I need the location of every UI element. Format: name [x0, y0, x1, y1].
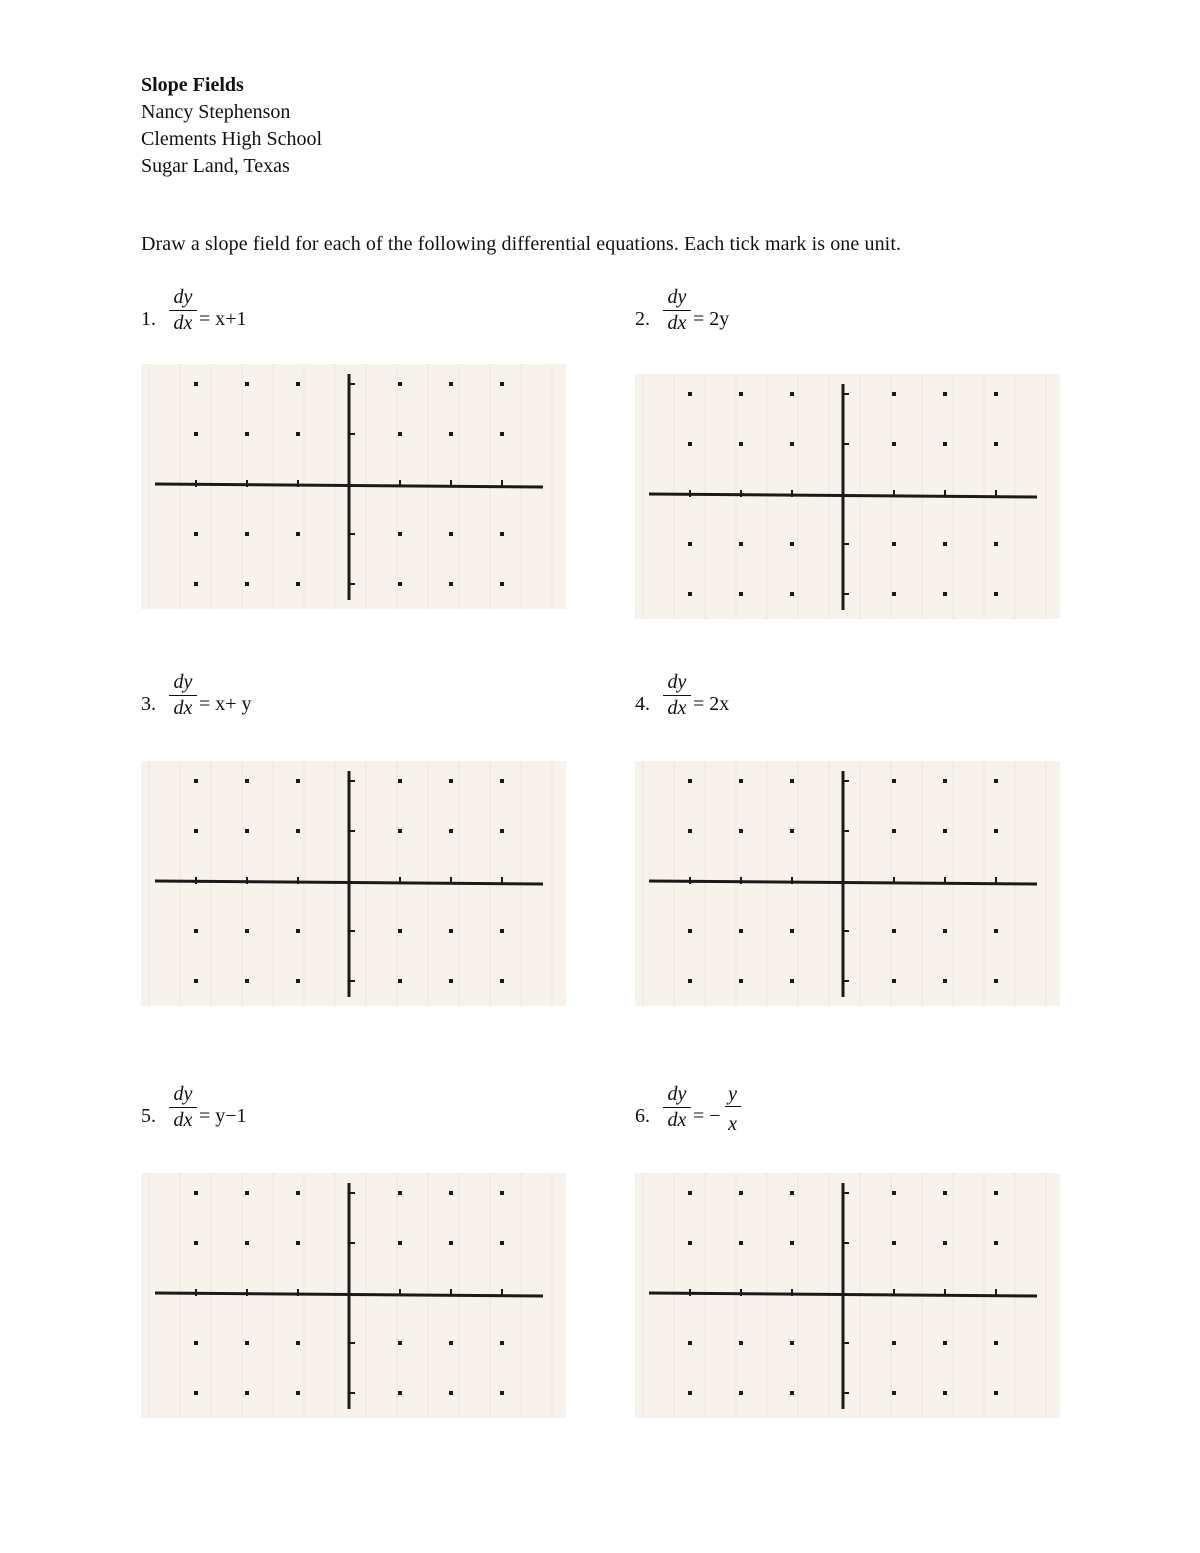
- grid-dot: [892, 929, 896, 933]
- equation-rhs: = y−1: [199, 1105, 247, 1127]
- grid-dot: [500, 1391, 504, 1395]
- instructions-text: Draw a slope field for each of the following differential equations. Each tick mark is one unit.: [141, 233, 902, 255]
- fraction-denominator: dx: [667, 697, 687, 719]
- grid-dot: [296, 979, 300, 983]
- grid-dot: [296, 432, 300, 436]
- slope-field-grid-3[interactable]: [141, 761, 566, 1006]
- problem-number: 6.: [635, 1105, 650, 1127]
- grid-dot: [194, 979, 198, 983]
- grid-dot: [994, 1391, 998, 1395]
- grid-dot: [739, 929, 743, 933]
- grid-dot: [892, 1191, 896, 1195]
- slope-field-grid-5[interactable]: [141, 1173, 566, 1418]
- grid-dot: [943, 1341, 947, 1345]
- grid-dot: [892, 1341, 896, 1345]
- grid-dot: [739, 979, 743, 983]
- grid-dot: [892, 979, 896, 983]
- grid-dot: [790, 929, 794, 933]
- grid-dot: [449, 1391, 453, 1395]
- school-name: Clements High School: [141, 128, 323, 150]
- grid-dot: [398, 779, 402, 783]
- rhs-prefix: = −: [693, 1105, 721, 1127]
- grid-dot: [194, 779, 198, 783]
- grid-dot: [688, 1191, 692, 1195]
- grid-dot: [500, 1241, 504, 1245]
- grid-dot: [194, 1391, 198, 1395]
- fraction-numerator: dy: [663, 1082, 691, 1108]
- grid-dot: [688, 1341, 692, 1345]
- grid-dot: [398, 582, 402, 586]
- grid-dot: [892, 1391, 896, 1395]
- grid-dot: [994, 542, 998, 546]
- grid-dot: [296, 382, 300, 386]
- grid-dot: [245, 829, 249, 833]
- grid-dot: [245, 582, 249, 586]
- grid-dot: [943, 929, 947, 933]
- grid-dot: [449, 532, 453, 536]
- grid-dot: [790, 1391, 794, 1395]
- grid-dot: [790, 979, 794, 983]
- grid-dot: [500, 1191, 504, 1195]
- equation-rhs: = 2x: [693, 693, 730, 715]
- slope-field-grid-6[interactable]: [635, 1173, 1060, 1418]
- grid-dot: [449, 582, 453, 586]
- grid-dot: [739, 829, 743, 833]
- grid-dot: [739, 1341, 743, 1345]
- slope-field-grid-4[interactable]: [635, 761, 1060, 1006]
- problem-number: 4.: [635, 693, 650, 715]
- fraction-denominator: dx: [173, 1109, 193, 1131]
- grid-dot: [943, 1191, 947, 1195]
- grid-dot: [688, 592, 692, 596]
- grid-dot: [449, 382, 453, 386]
- school-location: Sugar Land, Texas: [141, 155, 290, 177]
- grid-dot: [790, 592, 794, 596]
- grid-dot: [500, 1341, 504, 1345]
- grid-dot: [398, 432, 402, 436]
- grid-dot: [688, 979, 692, 983]
- grid-dot: [296, 1191, 300, 1195]
- grid-dot: [739, 1391, 743, 1395]
- grid-dot: [398, 829, 402, 833]
- grid-dot: [245, 532, 249, 536]
- grid-dot: [245, 1241, 249, 1245]
- grid-dot: [245, 979, 249, 983]
- grid-dot: [398, 1191, 402, 1195]
- grid-dot: [739, 542, 743, 546]
- grid-dot: [892, 442, 896, 446]
- grid-dot: [994, 929, 998, 933]
- grid-dot: [194, 1241, 198, 1245]
- grid-dot: [296, 829, 300, 833]
- grid-dot: [194, 1191, 198, 1195]
- grid-dot: [943, 1241, 947, 1245]
- grid-dot: [500, 779, 504, 783]
- grid-dot: [194, 582, 198, 586]
- grid-dot: [739, 392, 743, 396]
- derivative-fraction: [663, 1082, 691, 1132]
- grid-dot: [994, 979, 998, 983]
- grid-dot: [790, 442, 794, 446]
- derivative-fraction: [663, 285, 691, 335]
- fraction-numerator: dy: [169, 1082, 197, 1108]
- grid-dot: [943, 442, 947, 446]
- grid-dot: [449, 929, 453, 933]
- grid-dot: [449, 1191, 453, 1195]
- rhs-fraction-denominator: x: [728, 1113, 737, 1135]
- grid-dot: [296, 779, 300, 783]
- grid-dot: [194, 432, 198, 436]
- grid-dot: [245, 929, 249, 933]
- grid-dot: [194, 532, 198, 536]
- grid-dot: [790, 392, 794, 396]
- grid-dot: [500, 432, 504, 436]
- grid-dot: [194, 929, 198, 933]
- grid-dot: [943, 1391, 947, 1395]
- problem-number: 5.: [141, 1105, 156, 1127]
- grid-dot: [500, 979, 504, 983]
- worksheet-header: [141, 72, 322, 180]
- grid-dot: [688, 1241, 692, 1245]
- grid-dot: [296, 1341, 300, 1345]
- grid-dot: [688, 779, 692, 783]
- grid-dot: [449, 829, 453, 833]
- grid-dot: [449, 779, 453, 783]
- rhs-fraction-numerator: y: [725, 1082, 741, 1107]
- fraction-numerator: dy: [663, 285, 691, 311]
- grid-dot: [194, 829, 198, 833]
- grid-dot: [500, 829, 504, 833]
- grid-dot: [398, 382, 402, 386]
- grid-dot: [398, 979, 402, 983]
- grid-dot: [892, 542, 896, 546]
- grid-dot: [739, 592, 743, 596]
- grid-dot: [994, 1241, 998, 1245]
- derivative-fraction: [169, 285, 197, 335]
- slope-field-grid-2[interactable]: [635, 374, 1060, 619]
- grid-dot: [790, 779, 794, 783]
- grid-dot: [739, 442, 743, 446]
- grid-dot: [994, 442, 998, 446]
- grid-dot: [245, 1341, 249, 1345]
- grid-dot: [296, 532, 300, 536]
- grid-dot: [688, 829, 692, 833]
- fraction-denominator: dx: [173, 697, 193, 719]
- grid-dot: [500, 929, 504, 933]
- grid-dot: [790, 1241, 794, 1245]
- derivative-fraction: [169, 670, 197, 720]
- grid-dot: [739, 1241, 743, 1245]
- problem-number: 3.: [141, 693, 156, 715]
- grid-dot: [994, 392, 998, 396]
- grid-dot: [892, 392, 896, 396]
- grid-dot: [688, 442, 692, 446]
- equation-rhs: = x+ y: [199, 693, 252, 715]
- problem-number: 2.: [635, 308, 650, 330]
- grid-dot: [994, 1191, 998, 1195]
- grid-dot: [892, 1241, 896, 1245]
- grid-dot: [994, 829, 998, 833]
- grid-dot: [994, 779, 998, 783]
- grid-dot: [194, 382, 198, 386]
- grid-dot: [500, 582, 504, 586]
- equation-rhs: [693, 1083, 741, 1135]
- grid-dot: [892, 829, 896, 833]
- grid-dot: [943, 542, 947, 546]
- grid-dot: [398, 1341, 402, 1345]
- grid-dot: [296, 1391, 300, 1395]
- grid-dot: [449, 1341, 453, 1345]
- grid-dot: [739, 1191, 743, 1195]
- fraction-denominator: dx: [667, 312, 687, 334]
- grid-dot: [688, 1391, 692, 1395]
- grid-dot: [790, 542, 794, 546]
- grid-dot: [245, 1191, 249, 1195]
- grid-dot: [943, 829, 947, 833]
- grid-dot: [943, 392, 947, 396]
- fraction-numerator: dy: [663, 670, 691, 696]
- equation-rhs: = 2y: [693, 308, 730, 330]
- fraction-denominator: dx: [667, 1109, 687, 1131]
- worksheet-title: Slope Fields: [141, 74, 244, 96]
- grid-dot: [449, 432, 453, 436]
- grid-dot: [398, 1241, 402, 1245]
- grid-dot: [500, 382, 504, 386]
- grid-dot: [790, 829, 794, 833]
- problem-number: 1.: [141, 308, 156, 330]
- grid-dot: [449, 979, 453, 983]
- grid-dot: [688, 542, 692, 546]
- grid-dot: [688, 929, 692, 933]
- slope-field-grid-1[interactable]: [141, 364, 566, 609]
- grid-dot: [500, 532, 504, 536]
- grid-dot: [398, 1391, 402, 1395]
- grid-dot: [194, 1341, 198, 1345]
- equation-rhs: = x+1: [199, 308, 247, 330]
- grid-dot: [688, 392, 692, 396]
- derivative-fraction: [169, 1082, 197, 1132]
- fraction-denominator: dx: [173, 312, 193, 334]
- rhs-fraction: [725, 1083, 741, 1135]
- grid-dot: [790, 1191, 794, 1195]
- grid-dot: [296, 582, 300, 586]
- fraction-numerator: dy: [169, 670, 197, 696]
- author-name: Nancy Stephenson: [141, 101, 291, 123]
- grid-dot: [296, 1241, 300, 1245]
- grid-dot: [245, 779, 249, 783]
- grid-dot: [892, 592, 896, 596]
- grid-dot: [994, 1341, 998, 1345]
- grid-dot: [892, 779, 896, 783]
- grid-dot: [398, 929, 402, 933]
- grid-dot: [943, 979, 947, 983]
- grid-dot: [296, 929, 300, 933]
- grid-dot: [398, 532, 402, 536]
- grid-dot: [245, 1391, 249, 1395]
- grid-dot: [449, 1241, 453, 1245]
- grid-dot: [739, 779, 743, 783]
- derivative-fraction: [663, 670, 691, 720]
- fraction-numerator: dy: [169, 285, 197, 311]
- grid-dot: [943, 779, 947, 783]
- grid-dot: [994, 592, 998, 596]
- grid-dot: [943, 592, 947, 596]
- grid-dot: [245, 432, 249, 436]
- grid-dot: [245, 382, 249, 386]
- grid-dot: [790, 1341, 794, 1345]
